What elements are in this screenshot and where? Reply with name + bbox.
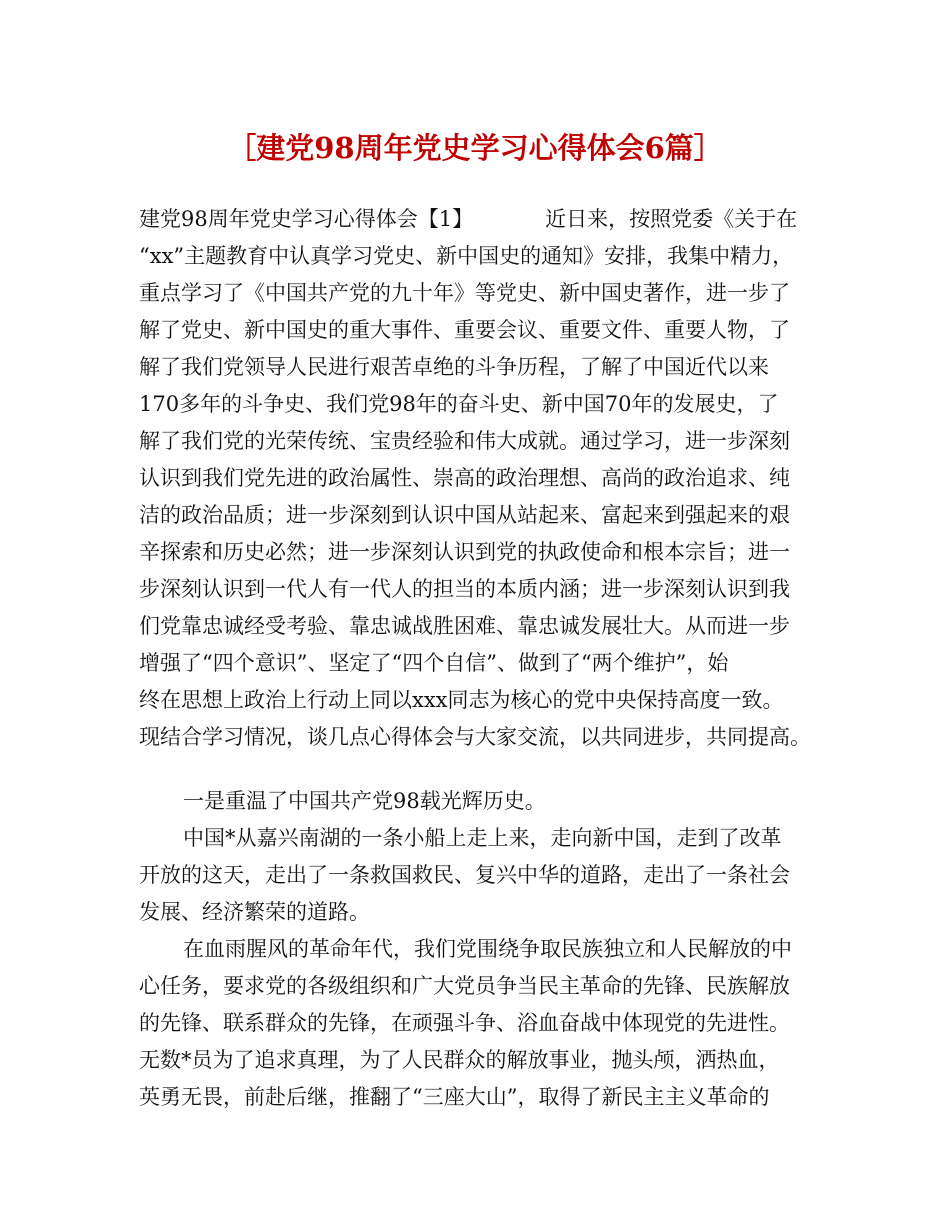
document-title: ［建党98周年党史学习心得体会6篇］	[227, 131, 723, 165]
paragraph-line: 重点学习了《中国共产党的九十年》等党史、新中国史著作，进一步了	[139, 281, 790, 305]
paragraph-line: 解了党史、新中国史的重大事件、重要会议、重要文件、重要人物，了	[139, 318, 790, 342]
paragraph-line: 解了我们党的光荣传统、宝贵经验和伟大成就。通过学习，进一步深刻	[139, 429, 790, 453]
paragraph-line: 近日来，按照党委《关于在	[545, 207, 798, 231]
paragraph-line: 终在思想上政治上行动上同以xxx同志为核心的党中央保持高度一致。	[139, 688, 784, 712]
paragraph-line: 增强了“四个意识”、坚定了“四个自信”、做到了“两个维护”，始	[139, 651, 729, 675]
paragraph-line: 发展、经济繁荣的道路。	[139, 900, 370, 924]
section-subheading: 一是重温了中国共产党98载光辉历史。	[183, 789, 546, 813]
section-1-heading: 建党98周年党史学习心得体会【1】	[139, 207, 474, 231]
paragraph-line: 辛探索和历史必然；进一步深刻认识到党的执政使命和根本宗旨；进一	[139, 540, 790, 564]
paragraph-line: 们党靠忠诚经受考验、靠忠诚战胜困难、靠忠诚发展壮大。从而进一步	[139, 614, 790, 638]
paragraph-line: 认识到我们党先进的政治属性、崇高的政治理想、高尚的政治追求、纯	[139, 466, 790, 490]
paragraph-line: 现结合学习情况，谈几点心得体会与大家交流，以共同进步，共同提高。	[139, 725, 811, 749]
paragraph-line: 步深刻认识到一代人有一代人的担当的本质内涵；进一步深刻认识到我	[139, 577, 790, 601]
paragraph-line: 开放的这天，走出了一条救国救民、复兴中华的道路，走出了一条社会	[139, 863, 790, 887]
paragraph-line: 中国*从嘉兴南湖的一条小船上走上来，走向新中国，走到了改革	[183, 826, 782, 850]
section-1-first-line	[139, 204, 797, 234]
paragraph-line: “xx”主题教育中认真学习党史、新中国史的通知》安排，我集中精力，	[139, 244, 794, 268]
paragraph-line: 的先锋、联系群众的先锋，在顽强斗争、浴血奋战中体现党的先进性。	[139, 1011, 790, 1035]
paragraph-line: 解了我们党领导人民进行艰苦卓绝的斗争历程，了解了中国近代以来	[139, 355, 769, 379]
paragraph-line: 在血雨腥风的革命年代，我们党围绕争取民族独立和人民解放的中	[183, 937, 792, 961]
paragraph-line: 洁的政治品质；进一步深刻到认识中国从站起来、富起来到强起来的艰	[139, 503, 790, 527]
paragraph-line: 英勇无畏，前赴后继，推翻了“三座大山”，取得了新民主主义革命的	[139, 1085, 770, 1109]
paragraph-line: 170多年的斗争史、我们党98年的奋斗史、新中国70年的发展史，了	[139, 392, 779, 416]
paragraph-line: 心任务，要求党的各级组织和广大党员争当民主革命的先锋、民族解放	[139, 974, 790, 998]
paragraph-line: 无数*员为了追求真理，为了人民群众的解放事业，抛头颅，洒热血，	[139, 1048, 780, 1072]
